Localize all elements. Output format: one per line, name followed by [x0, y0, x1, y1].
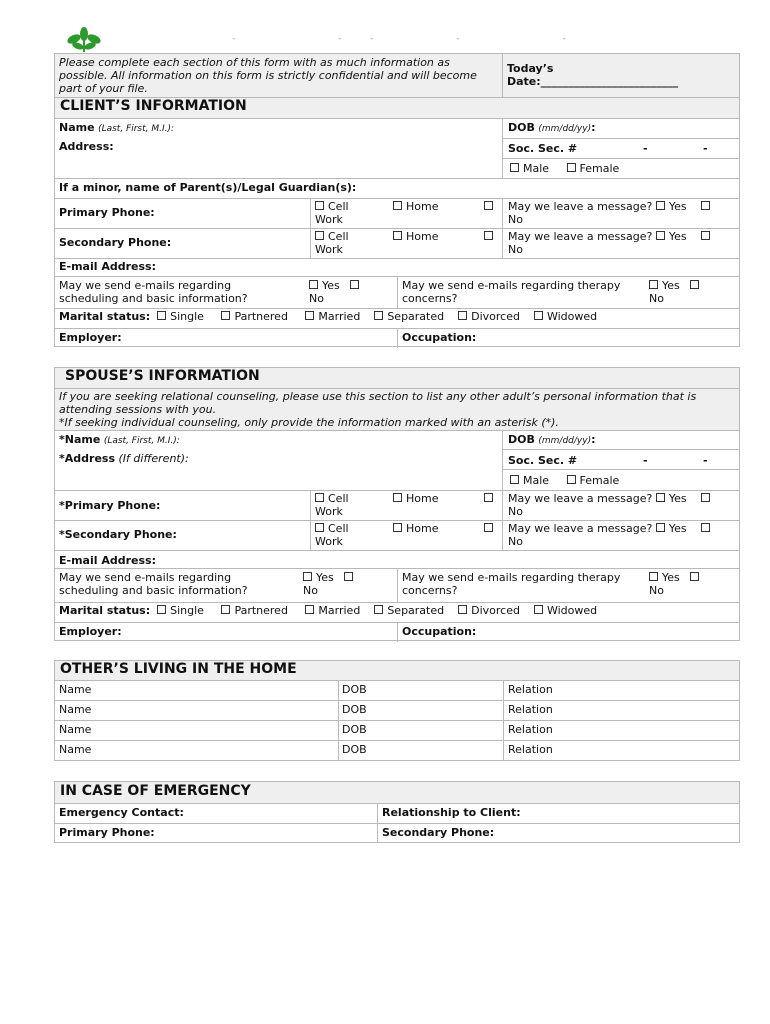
spouse-primary-home[interactable]: Home — [393, 492, 438, 505]
spouse-primary-phone[interactable]: *Primary Phone: — [59, 499, 161, 512]
client-email-field[interactable]: E-mail Address: — [59, 260, 156, 273]
spouse-sex[interactable]: Male Female — [510, 474, 619, 487]
client-marital-status[interactable]: Marital status: Single Partnered Married Separated Divorced Widowed — [59, 310, 598, 323]
spouse-soc-field[interactable]: Soc. Sec. # — [508, 454, 578, 467]
emergency-title: IN CASE OF EMERGENCY — [60, 783, 251, 799]
client-email-sched-1: May we send e-mails regarding — [59, 279, 232, 292]
client-dob-field[interactable]: DOB (mm/dd/yy): — [508, 121, 596, 134]
others-row-3-name[interactable]: Name — [59, 723, 92, 736]
spouse-email-ther-no: No — [649, 584, 664, 597]
intro-text-1: Please complete each section of this form with as much information as — [59, 56, 450, 69]
client-secondary-msg[interactable]: May we leave a message? Yes — [508, 230, 714, 243]
client-secondary-phone[interactable]: Secondary Phone: — [59, 236, 172, 249]
spouse-email-sched-2: scheduling and basic information? — [59, 584, 248, 597]
spouse-email-ther-2: concerns? — [402, 584, 458, 597]
client-name-field[interactable]: Name (Last, First, M.I.): — [59, 121, 175, 134]
client-primary-work: Work — [315, 213, 343, 226]
client-primary-type[interactable]: Cell — [315, 200, 349, 213]
client-email-ther-yes[interactable]: Yes — [649, 279, 703, 292]
spouse-primary-msg[interactable]: May we leave a message? Yes — [508, 492, 714, 505]
spouse-note-1: If you are seeking relational counseling, please use this section to list any other adult’s personal information that is — [59, 390, 697, 403]
spouse-email-ther-1: May we send e-mails regarding therapy — [402, 571, 621, 584]
others-section — [54, 660, 740, 761]
client-email-ther-1: May we send e-mails regarding therapy — [402, 279, 621, 292]
spouse-note-3: *If seeking individual counseling, only provide the information marked with an asterisk (*). — [59, 416, 559, 429]
others-row-2-name[interactable]: Name — [59, 703, 92, 716]
spouse-title: SPOUSE’S INFORMATION — [65, 368, 260, 384]
spouse-email-ther-yes[interactable]: Yes — [649, 571, 703, 584]
client-secondary-work: Work — [315, 243, 343, 256]
client-primary-home[interactable]: Home — [393, 200, 438, 213]
leaf-logo-icon — [62, 26, 106, 54]
others-row-4-name[interactable]: Name — [59, 743, 92, 756]
emergency-contact-field[interactable]: Emergency Contact: — [59, 806, 184, 819]
others-row-3-relation[interactable]: Relation — [508, 723, 553, 736]
spouse-employer-field[interactable]: Employer: — [59, 625, 122, 638]
client-email-sched-2: scheduling and basic information? — [59, 292, 248, 305]
spouse-primary-type[interactable]: Cell — [315, 492, 349, 505]
others-row-1-relation[interactable]: Relation — [508, 683, 553, 696]
emergency-relationship-field[interactable]: Relationship to Client: — [382, 806, 521, 819]
client-email-sched-no: No — [309, 292, 324, 305]
spouse-marital-status[interactable]: Marital status: Single Partnered Married Separated Divorced Widowed — [59, 604, 598, 617]
client-primary-msg-no: No — [508, 213, 523, 226]
client-sex[interactable]: Male Female — [510, 162, 619, 175]
emergency-primary-phone[interactable]: Primary Phone: — [59, 826, 155, 839]
client-occupation-field[interactable]: Occupation: — [402, 331, 477, 344]
spouse-address-field[interactable]: *Address (If different): — [59, 452, 189, 465]
spouse-secondary-work-cb[interactable] — [484, 522, 497, 535]
others-row-3-dob[interactable]: DOB — [342, 723, 367, 736]
spouse-secondary-work: Work — [315, 535, 343, 548]
guardian-field[interactable]: If a minor, name of Parent(s)/Legal Guardian(s): — [59, 181, 357, 194]
spouse-section — [54, 367, 740, 641]
spouse-email-field[interactable]: E-mail Address: — [59, 554, 156, 567]
spouse-secondary-phone[interactable]: *Secondary Phone: — [59, 528, 177, 541]
client-secondary-msg-no: No — [508, 243, 523, 256]
spouse-secondary-type[interactable]: Cell — [315, 522, 349, 535]
soc-dash-1: - — [643, 142, 648, 155]
header-dashes: - - - - - — [232, 34, 566, 44]
client-address-field[interactable]: Address: — [59, 140, 114, 153]
spouse-email-sched-yes[interactable]: Yes — [303, 571, 357, 584]
client-primary-work-cb[interactable] — [484, 200, 497, 213]
others-row-2-relation[interactable]: Relation — [508, 703, 553, 716]
client-secondary-type[interactable]: Cell — [315, 230, 349, 243]
client-primary-msg[interactable]: May we leave a message? Yes — [508, 200, 714, 213]
client-employer-field[interactable]: Employer: — [59, 331, 122, 344]
spouse-email-sched-1: May we send e-mails regarding — [59, 571, 232, 584]
others-row-2-dob[interactable]: DOB — [342, 703, 367, 716]
spouse-note-2: attending sessions with you. — [59, 403, 217, 416]
spouse-dob-field[interactable]: DOB (mm/dd/yy): — [508, 433, 596, 446]
client-section — [54, 53, 740, 347]
spouse-name-field[interactable]: *Name (Last, First, M.I.): — [59, 433, 180, 446]
client-title: CLIENT’S INFORMATION — [60, 98, 247, 114]
spouse-email-sched-no: No — [303, 584, 318, 597]
others-row-4-dob[interactable]: DOB — [342, 743, 367, 756]
client-email-ther-no: No — [649, 292, 664, 305]
client-primary-phone[interactable]: Primary Phone: — [59, 206, 155, 219]
client-soc-field[interactable]: Soc. Sec. # — [508, 142, 578, 155]
spouse-secondary-home[interactable]: Home — [393, 522, 438, 535]
others-title: OTHER’S LIVING IN THE HOME — [60, 661, 297, 677]
todays-label: Today’s — [507, 62, 554, 75]
emergency-secondary-phone[interactable]: Secondary Phone: — [382, 826, 495, 839]
others-row-4-relation[interactable]: Relation — [508, 743, 553, 756]
spouse-soc-dash-1: - — [643, 454, 648, 467]
spouse-occupation-field[interactable]: Occupation: — [402, 625, 477, 638]
others-row-1-name[interactable]: Name — [59, 683, 92, 696]
date-field[interactable]: Date:_________________________ — [507, 75, 679, 88]
spouse-primary-work: Work — [315, 505, 343, 518]
client-secondary-home[interactable]: Home — [393, 230, 438, 243]
spouse-soc-dash-2: - — [703, 454, 708, 467]
client-email-sched-yes[interactable]: Yes — [309, 279, 363, 292]
spouse-secondary-msg[interactable]: May we leave a message? Yes — [508, 522, 714, 535]
spouse-primary-work-cb[interactable] — [484, 492, 497, 505]
emergency-section — [54, 781, 740, 843]
spouse-primary-msg-no: No — [508, 505, 523, 518]
soc-dash-2: - — [703, 142, 708, 155]
client-email-ther-2: concerns? — [402, 292, 458, 305]
others-row-1-dob[interactable]: DOB — [342, 683, 367, 696]
client-secondary-work-cb[interactable] — [484, 230, 497, 243]
spouse-secondary-msg-no: No — [508, 535, 523, 548]
intro-text-3: part of your file. — [59, 82, 148, 95]
intro-text-2: possible. All information on this form is strictly confidential and will become — [59, 69, 477, 82]
